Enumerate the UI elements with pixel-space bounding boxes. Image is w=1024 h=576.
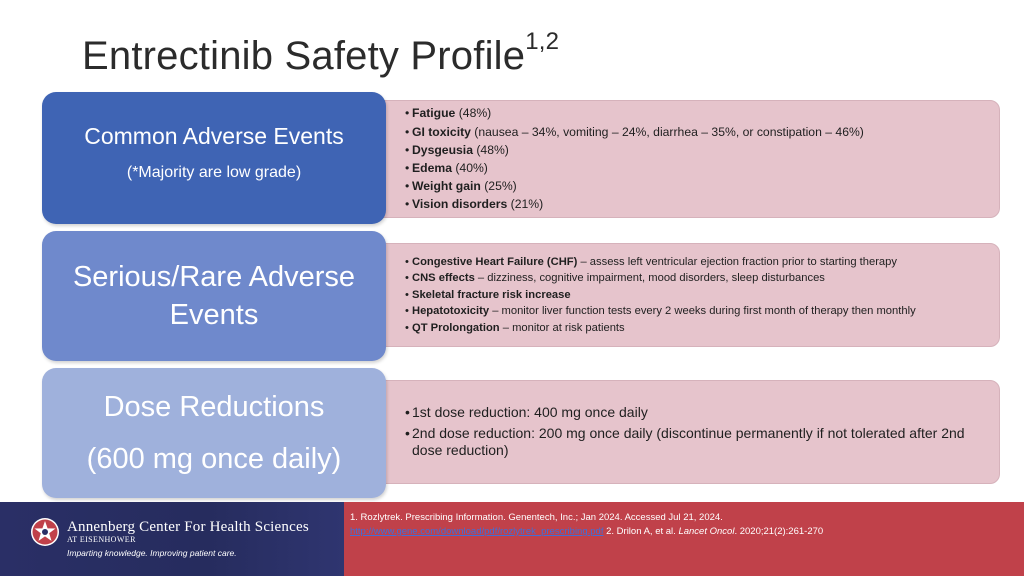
dose-reductions-row	[42, 368, 1000, 498]
references	[344, 502, 1024, 576]
star-emblem-icon	[30, 517, 60, 547]
serious-adverse-events-detail	[372, 243, 1000, 347]
list-item: • Skeletal fracture risk increase	[405, 287, 987, 303]
common-adverse-events-list	[405, 104, 987, 213]
serious-adverse-events-heading-line2: Events	[169, 299, 259, 331]
reference-line-2: http://www.gene.com/download/pdf/rozlytrek_prescribing.pdf 2. Drilon A, et al. Lancet Oncol. 2020;21(2):261-270	[350, 526, 824, 537]
list-item: • Vision disorders (21%)	[405, 195, 987, 213]
footer	[0, 502, 1024, 576]
reference-1: 1. Rozlytrek. Prescribing Information. Genentech, Inc.; Jan 2024. Accessed Jul 21, 2024.	[350, 512, 723, 523]
prescribing-info-link[interactable]: http://www.gene.com/download/pdf/rozlytrek_prescribing.pdf	[350, 526, 604, 537]
list-item: • Weight gain (25%)	[405, 177, 987, 195]
serious-adverse-events-row	[42, 231, 1000, 361]
slide-title-text: Entrectinib Safety Profile	[82, 34, 526, 78]
common-adverse-events-note: (*Majority are low grade)	[126, 163, 302, 181]
list-item: • Fatigue (48%)	[405, 104, 987, 122]
logo-subtitle: AT EISENHOWER	[67, 535, 136, 544]
annenberg-logo	[0, 502, 344, 576]
logo-text	[67, 519, 309, 559]
dose-reductions-list	[405, 404, 987, 460]
common-adverse-events-row	[42, 92, 1000, 224]
slide-title	[82, 28, 560, 79]
common-adverse-events-heading: Common Adverse Events	[84, 122, 344, 149]
serious-adverse-events-heading-line1: Serious/Rare Adverse	[72, 261, 356, 293]
dose-reductions-starting-dose: (600 mg once daily)	[86, 443, 342, 475]
logo-name: Annenberg Center For Health Sciences	[67, 519, 309, 535]
list-item: • 2nd dose reduction: 200 mg once daily (discontinue permanently if not tolerated after 2nd dose reduction)	[405, 425, 987, 460]
dose-reductions-label	[42, 368, 386, 498]
logo-tagline: Imparting knowledge. Improving patient care.	[67, 548, 237, 558]
list-item: • Hepatotoxicity – monitor liver function tests every 2 weeks during first month of therapy then monthly	[405, 303, 987, 319]
list-item: • Congestive Heart Failure (CHF) – assess left ventricular ejection fraction prior to starting therapy	[405, 254, 987, 270]
dose-reductions-heading: Dose Reductions	[103, 391, 325, 423]
list-item: • GI toxicity (nausea – 34%, vomiting – 24%, diarrhea – 35%, or constipation – 46%)	[405, 123, 987, 141]
list-item: • Dysgeusia (48%)	[405, 141, 987, 159]
list-item: • QT Prolongation – monitor at risk patients	[405, 320, 987, 336]
list-item: • Edema (40%)	[405, 159, 987, 177]
common-adverse-events-label	[42, 92, 386, 224]
serious-adverse-events-label	[42, 231, 386, 361]
list-item: • 1st dose reduction: 400 mg once daily	[405, 404, 987, 422]
title-superscript: 1,2	[525, 28, 560, 55]
dose-reductions-detail	[372, 380, 1000, 484]
common-adverse-events-detail	[372, 100, 1000, 218]
list-item: • CNS effects – dizziness, cognitive impairment, mood disorders, sleep disturbances	[405, 270, 987, 286]
serious-adverse-events-list	[405, 254, 987, 336]
